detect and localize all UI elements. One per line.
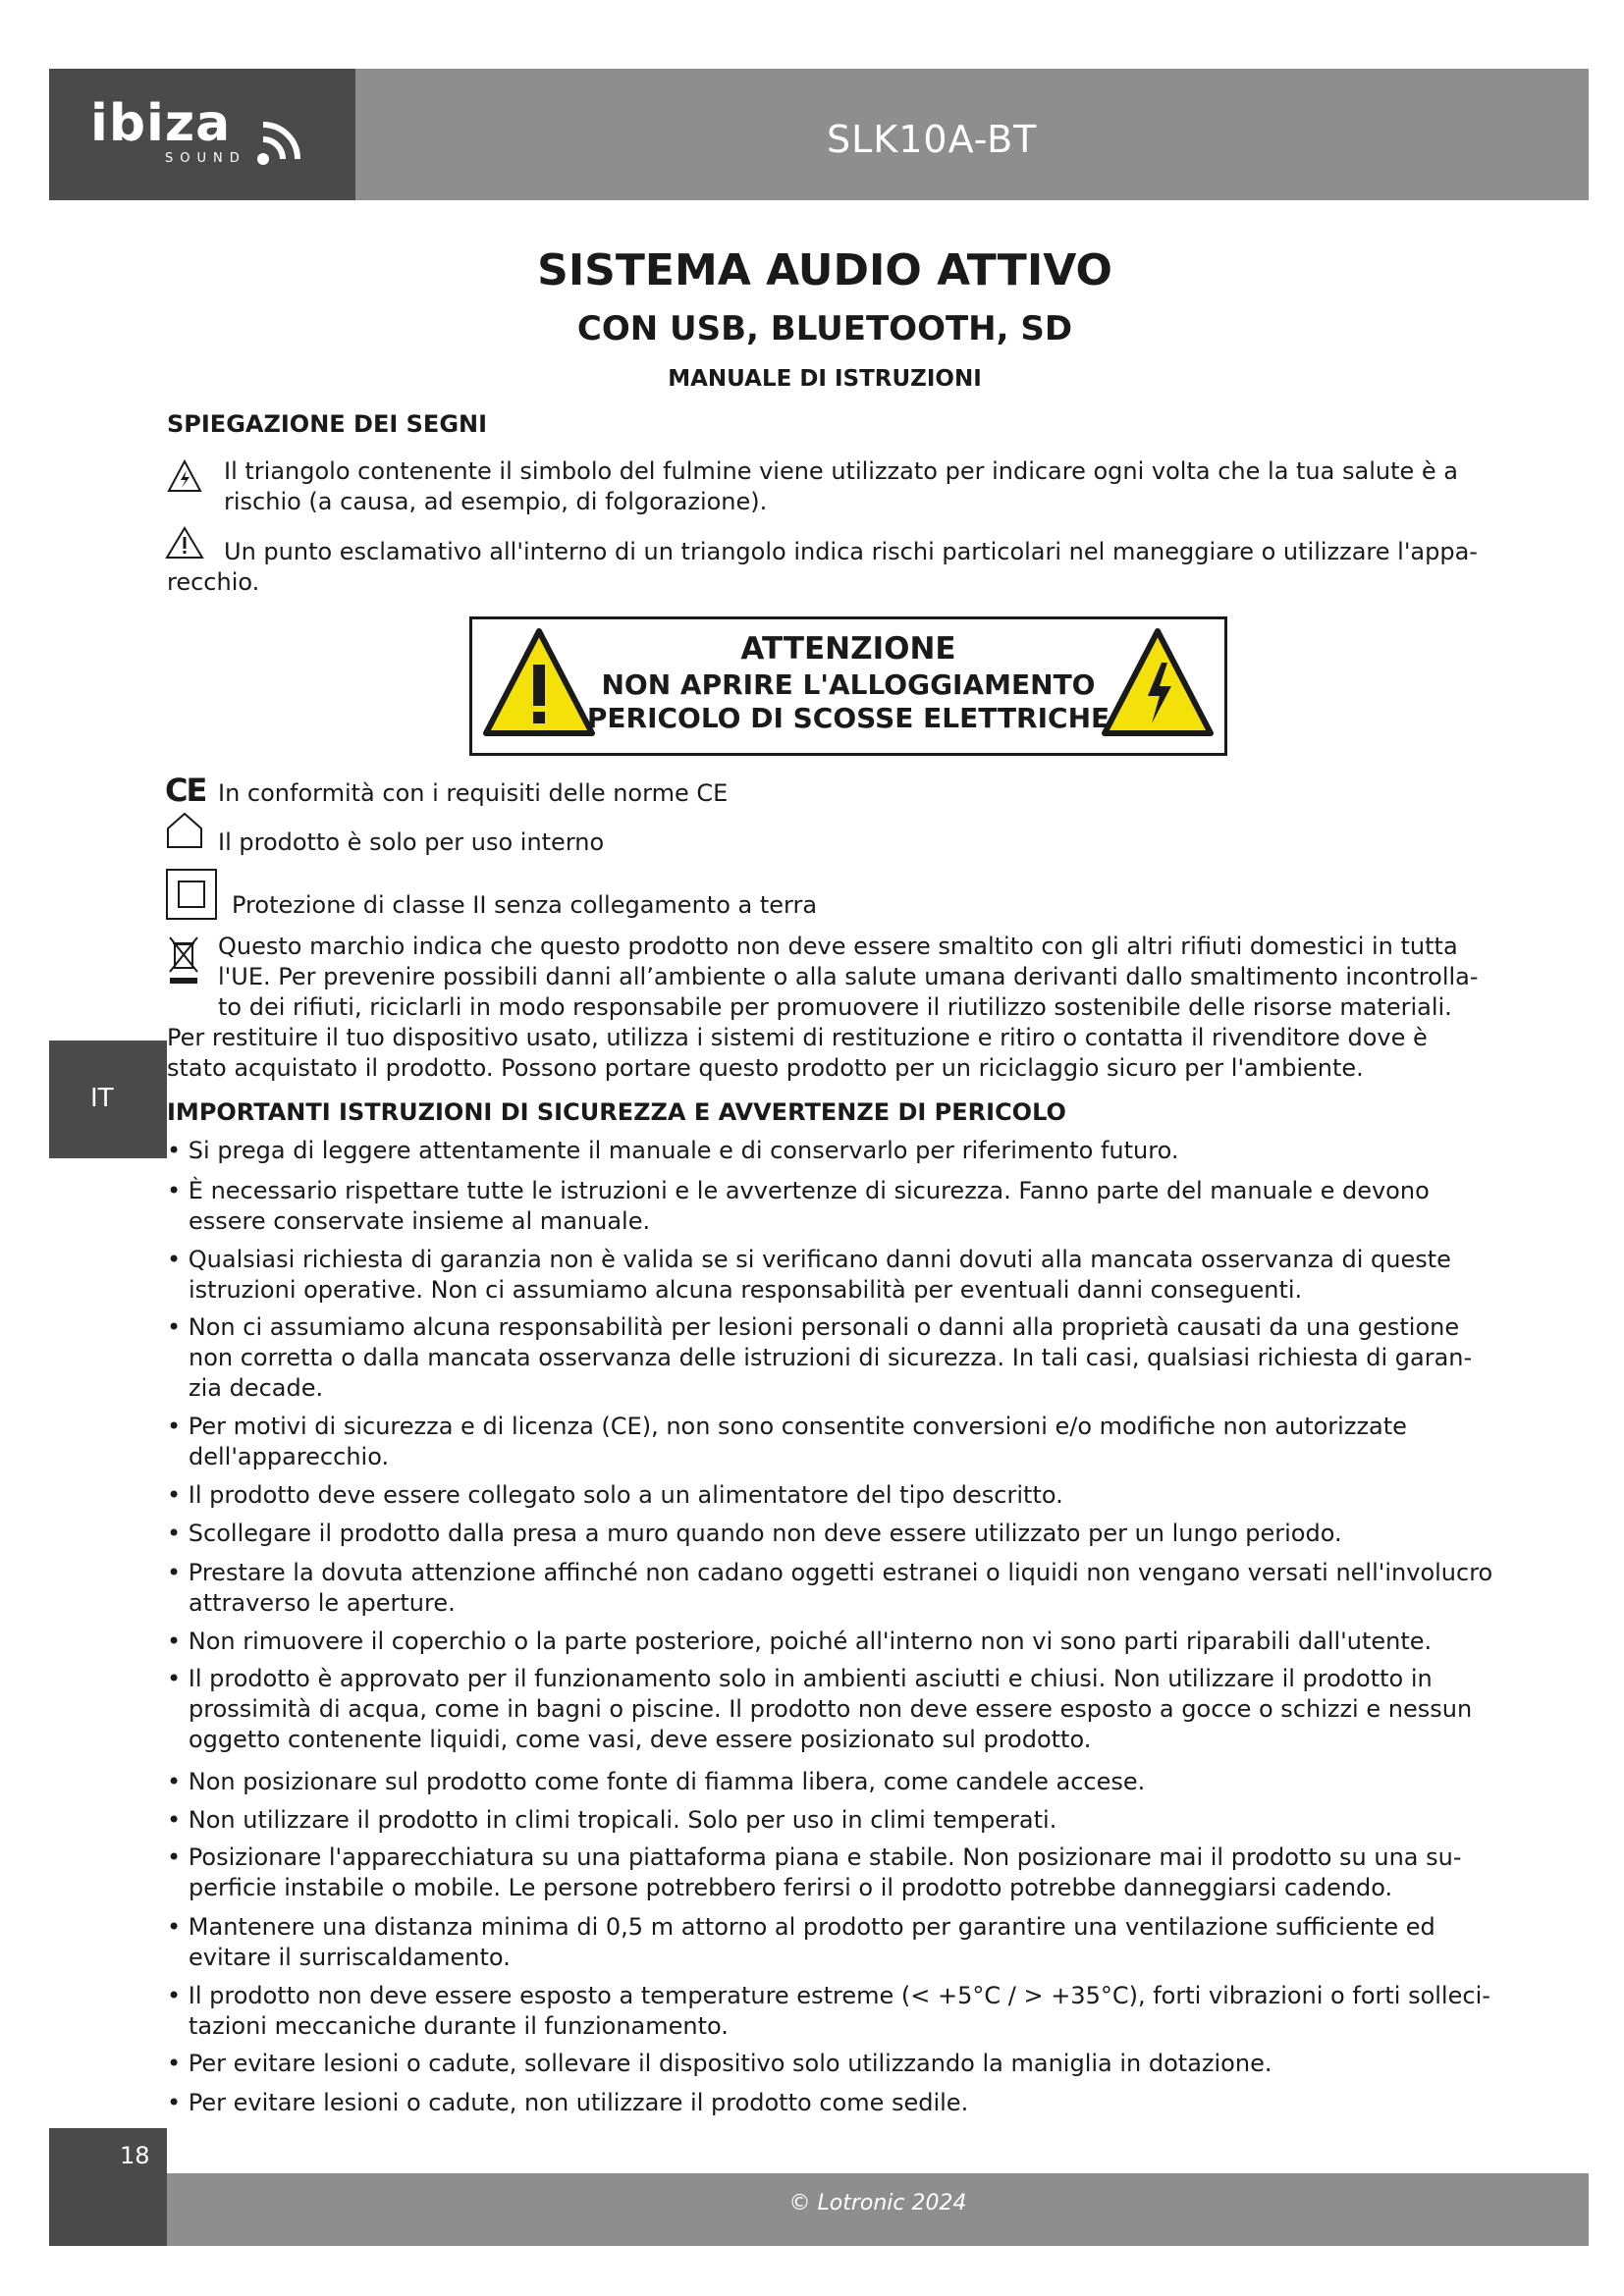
page-title: SISTEMA AUDIO ATTIVO: [537, 245, 1112, 295]
safety-item: • Mantenere una distanza minima di 0,5 m attorno al prodotto per garantire una ventilazione sufficiente ed evitare il surriscaldamento.: [167, 1913, 1435, 1971]
safety-item: • Prestare la dovuta attenzione affinché non cadano oggetti estranei o liquidi non vengano versati nell'involucro attraverso le aperture.: [167, 1559, 1493, 1617]
safety-item: • Scollegare il prodotto dalla presa a muro quando non deve essere utilizzato per un lungo periodo.: [167, 1520, 1342, 1547]
language-code: IT: [90, 1084, 114, 1113]
class2-protection-text: Protezione di classe II senza collegamento a terra: [232, 891, 818, 919]
weee-text-line5: stato acquistato il prodotto. Possono portare questo prodotto per un riciclaggio sicuro per l'ambiente.: [167, 1054, 1364, 1082]
model-name: SLK10A-BT: [827, 118, 1038, 161]
warning-title: ATTENZIONE: [740, 631, 956, 667]
safety-item: • Non utilizzare il prodotto in climi tropicali. Solo per uso in climi temperati.: [167, 1806, 1057, 1834]
brand-logo-subtext: SOUND: [165, 151, 246, 166]
page-number-block: [49, 2128, 167, 2246]
lightning-explanation-line1: Il triangolo contenente il simbolo del fulmine viene utilizzato per indicare ogni volta che la tua salute è a: [224, 457, 1458, 485]
weee-bin-icon: [167, 934, 200, 986]
ce-mark-icon: CE: [165, 772, 206, 809]
exclamation-explanation-line2: recchio.: [167, 568, 260, 596]
safety-item: • Non ci assumiamo alcuna responsabilità per lesioni personali o danni alla proprietà causati da una gestione non corretta o dalla mancata osservanza delle istruzioni di sicurezza. In tali casi, qualsiasi richiesta di garan- zia decade.: [167, 1313, 1473, 1402]
weee-text-line3: to dei rifiuti, riciclarli in modo responsabile per promuovere il riutilizzo sostenibile delle risorse materiali.: [218, 993, 1452, 1021]
safety-item: • Il prodotto è approvato per il funzionamento solo in ambienti asciutti e chiusi. Non utilizzare il prodotto in prossimità di acqua, come in bagni o piscine. Il prodotto non deve essere esposto a gocce o schizzi e nessun oggetto contenente liquidi, come vasi, deve essere posizionato sul prodotto.: [167, 1665, 1473, 1753]
ce-conformity-text: In conformità con i requisiti delle norme CE: [218, 779, 729, 807]
lightning-triangle-icon: [167, 459, 202, 493]
header-logo-block: [49, 69, 355, 200]
weee-text-line1: Questo marchio indica che questo prodotto non deve essere smaltito con gli altri rifiuti domestici in tutta: [218, 933, 1458, 960]
exclamation-explanation-line1: Un punto esclamativo all'interno di un triangolo indica rischi particolari nel maneggiare o utilizzare l'appa-: [224, 538, 1478, 565]
exclamation-triangle-icon: [165, 526, 204, 560]
safety-item: • Per evitare lesioni o cadute, sollevare il dispositivo solo utilizzando la maniglia in dotazione.: [167, 2050, 1272, 2077]
safety-heading: IMPORTANTI ISTRUZIONI DI SICUREZZA E AVVERTENZE DI PERICOLO: [167, 1098, 1066, 1126]
weee-text-line2: l'UE. Per prevenire possibili danni all’ambiente o alla salute umana derivanti dallo smaltimento incontrolla-: [218, 963, 1479, 990]
weee-text-line4: Per restituire il tuo dispositivo usato, utilizza i sistemi di restituzione e ritiro o contatta il rivenditore dove è: [167, 1024, 1428, 1051]
manual-label: MANUALE DI ISTRUZIONI: [668, 366, 982, 392]
brand-logo-text: ibiza: [90, 94, 232, 153]
safety-item: • Il prodotto non deve essere esposto a temperature estreme (< +5°C / > +35°C), forti vibrazioni o forti solleci- tazioni meccaniche durante il funzionamento.: [167, 1982, 1490, 2040]
lightning-explanation-line2: rischio (a causa, ad esempio, di folgorazione).: [224, 488, 768, 515]
page-number: 18: [120, 2142, 150, 2169]
safety-item: • Non posizionare sul prodotto come fonte di fiamma libera, come candele accese.: [167, 1768, 1146, 1795]
warning-lightning-icon: [1099, 625, 1217, 741]
language-tab: [49, 1041, 167, 1158]
warning-line2: NON APRIRE L'ALLOGGIAMENTO: [601, 668, 1096, 701]
safety-item: • Qualsiasi richiesta di garanzia non è valida se si verificano danni dovuti alla mancata osservanza di queste istruzioni operative. Non ci assumiamo alcuna responsabilità per eventuali danni conseguenti.: [167, 1246, 1451, 1304]
safety-item: • È necessario rispettare tutte le istruzioni e le avvertenze di sicurezza. Fanno parte del manuale e devono essere conservate insieme al manuale.: [167, 1177, 1430, 1235]
indoor-house-icon: [165, 811, 204, 850]
copyright-text: © Lotronic 2024: [788, 2191, 967, 2216]
wireless-waves-icon: [253, 110, 312, 169]
footer-bar: [167, 2173, 1589, 2246]
class2-double-square-icon: [165, 868, 218, 921]
page-subtitle: CON USB, BLUETOOTH, SD: [576, 309, 1073, 348]
warning-label: [469, 616, 1227, 756]
safety-item: • Posizionare l'apparecchiatura su una piattaforma piana e stabile. Non posizionare mai il prodotto su una su- perficie instabile o mobile. Le persone potrebbero ferirsi o il prodotto potrebbe danneggiarsi cadendo.: [167, 1843, 1462, 1901]
safety-item: • Per evitare lesioni o cadute, non utilizzare il prodotto come sedile.: [167, 2089, 969, 2116]
header-bar: [355, 69, 1589, 200]
indoor-use-text: Il prodotto è solo per uso interno: [218, 828, 605, 856]
warning-line3: PERICOLO DI SCOSSE ELETTRICHE: [586, 702, 1110, 734]
safety-item: • Non rimuovere il coperchio o la parte posteriore, poiché all'interno non vi sono parti riparabili dall'utente.: [167, 1628, 1433, 1655]
signs-heading: SPIEGAZIONE DEI SEGNI: [167, 410, 488, 438]
safety-item: • Per motivi di sicurezza e di licenza (CE), non sono consentite conversioni e/o modifiche non autorizzate dell'apparecchio.: [167, 1413, 1407, 1470]
safety-item: • Il prodotto deve essere collegato solo a un alimentatore del tipo descritto.: [167, 1481, 1063, 1509]
safety-item: • Si prega di leggere attentamente il manuale e di conservarlo per riferimento futuro.: [167, 1137, 1179, 1164]
